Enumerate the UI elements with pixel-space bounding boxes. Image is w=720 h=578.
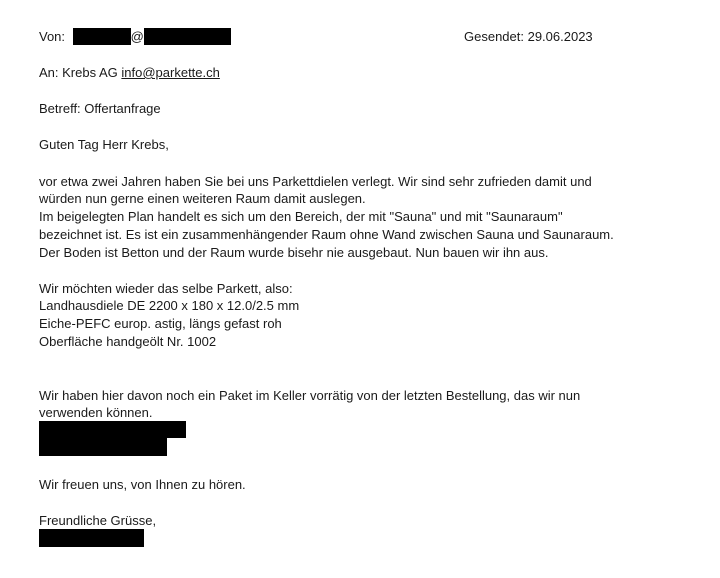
paragraph1-line: vor etwa zwei Jahren haben Sie bei uns Parkettdielen verlegt. Wir sind sehr zufrieden damit und <box>39 174 592 189</box>
redacted-sender-name <box>73 28 131 45</box>
paragraph1-line: würden nun gerne einen weiteren Raum damit auslegen. <box>39 191 366 206</box>
redacted-signature-name <box>39 529 144 547</box>
to-email-link[interactable]: info@parkette.ch <box>121 65 220 80</box>
sign-off: Freundliche Grüsse, <box>39 513 157 528</box>
from-line <box>39 28 231 45</box>
to-line <box>39 64 220 81</box>
paragraph3-line: Wir haben hier davon noch ein Paket im Keller vorrätig von der letzten Bestellung, das wir nun <box>39 388 581 403</box>
at-sign: @ <box>130 29 144 44</box>
redacted-block <box>39 421 186 438</box>
from-label: Von: <box>39 29 66 44</box>
redacted-sender-domain <box>144 28 231 45</box>
paragraph1-line: Im beigelegten Plan handelt es sich um den Bereich, der mit "Sauna" und mit "Saunaraum" <box>39 209 563 224</box>
paragraph1-line: Der Boden ist Betton und der Raum wurde bisehr nie ausgebaut. Nun bauen wir ihn aus. <box>39 245 549 260</box>
product-line: Landhausdiele DE 2200 x 180 x 12.0/2.5 mm <box>39 298 300 313</box>
paragraph3-line: verwenden können. <box>39 405 153 420</box>
subject-line: Betreff: Offertanfrage <box>39 101 161 116</box>
sent-date: Gesendet: 29.06.2023 <box>464 29 593 44</box>
product-line: Eiche-PEFC europ. astig, längs gefast roh <box>39 316 282 331</box>
closing-line: Wir freuen uns, von Ihnen zu hören. <box>39 477 246 492</box>
greeting: Guten Tag Herr Krebs, <box>39 137 169 152</box>
product-line: Oberfläche handgeölt Nr. 1002 <box>39 334 217 349</box>
paragraph1-line: bezeichnet ist. Es ist ein zusammenhängender Raum ohne Wand zwischen Sauna und Saunaraum. <box>39 227 614 242</box>
redacted-block <box>39 438 167 456</box>
paragraph2-line: Wir möchten wieder das selbe Parkett, also: <box>39 281 293 296</box>
to-label: An: Krebs AG <box>39 65 118 80</box>
